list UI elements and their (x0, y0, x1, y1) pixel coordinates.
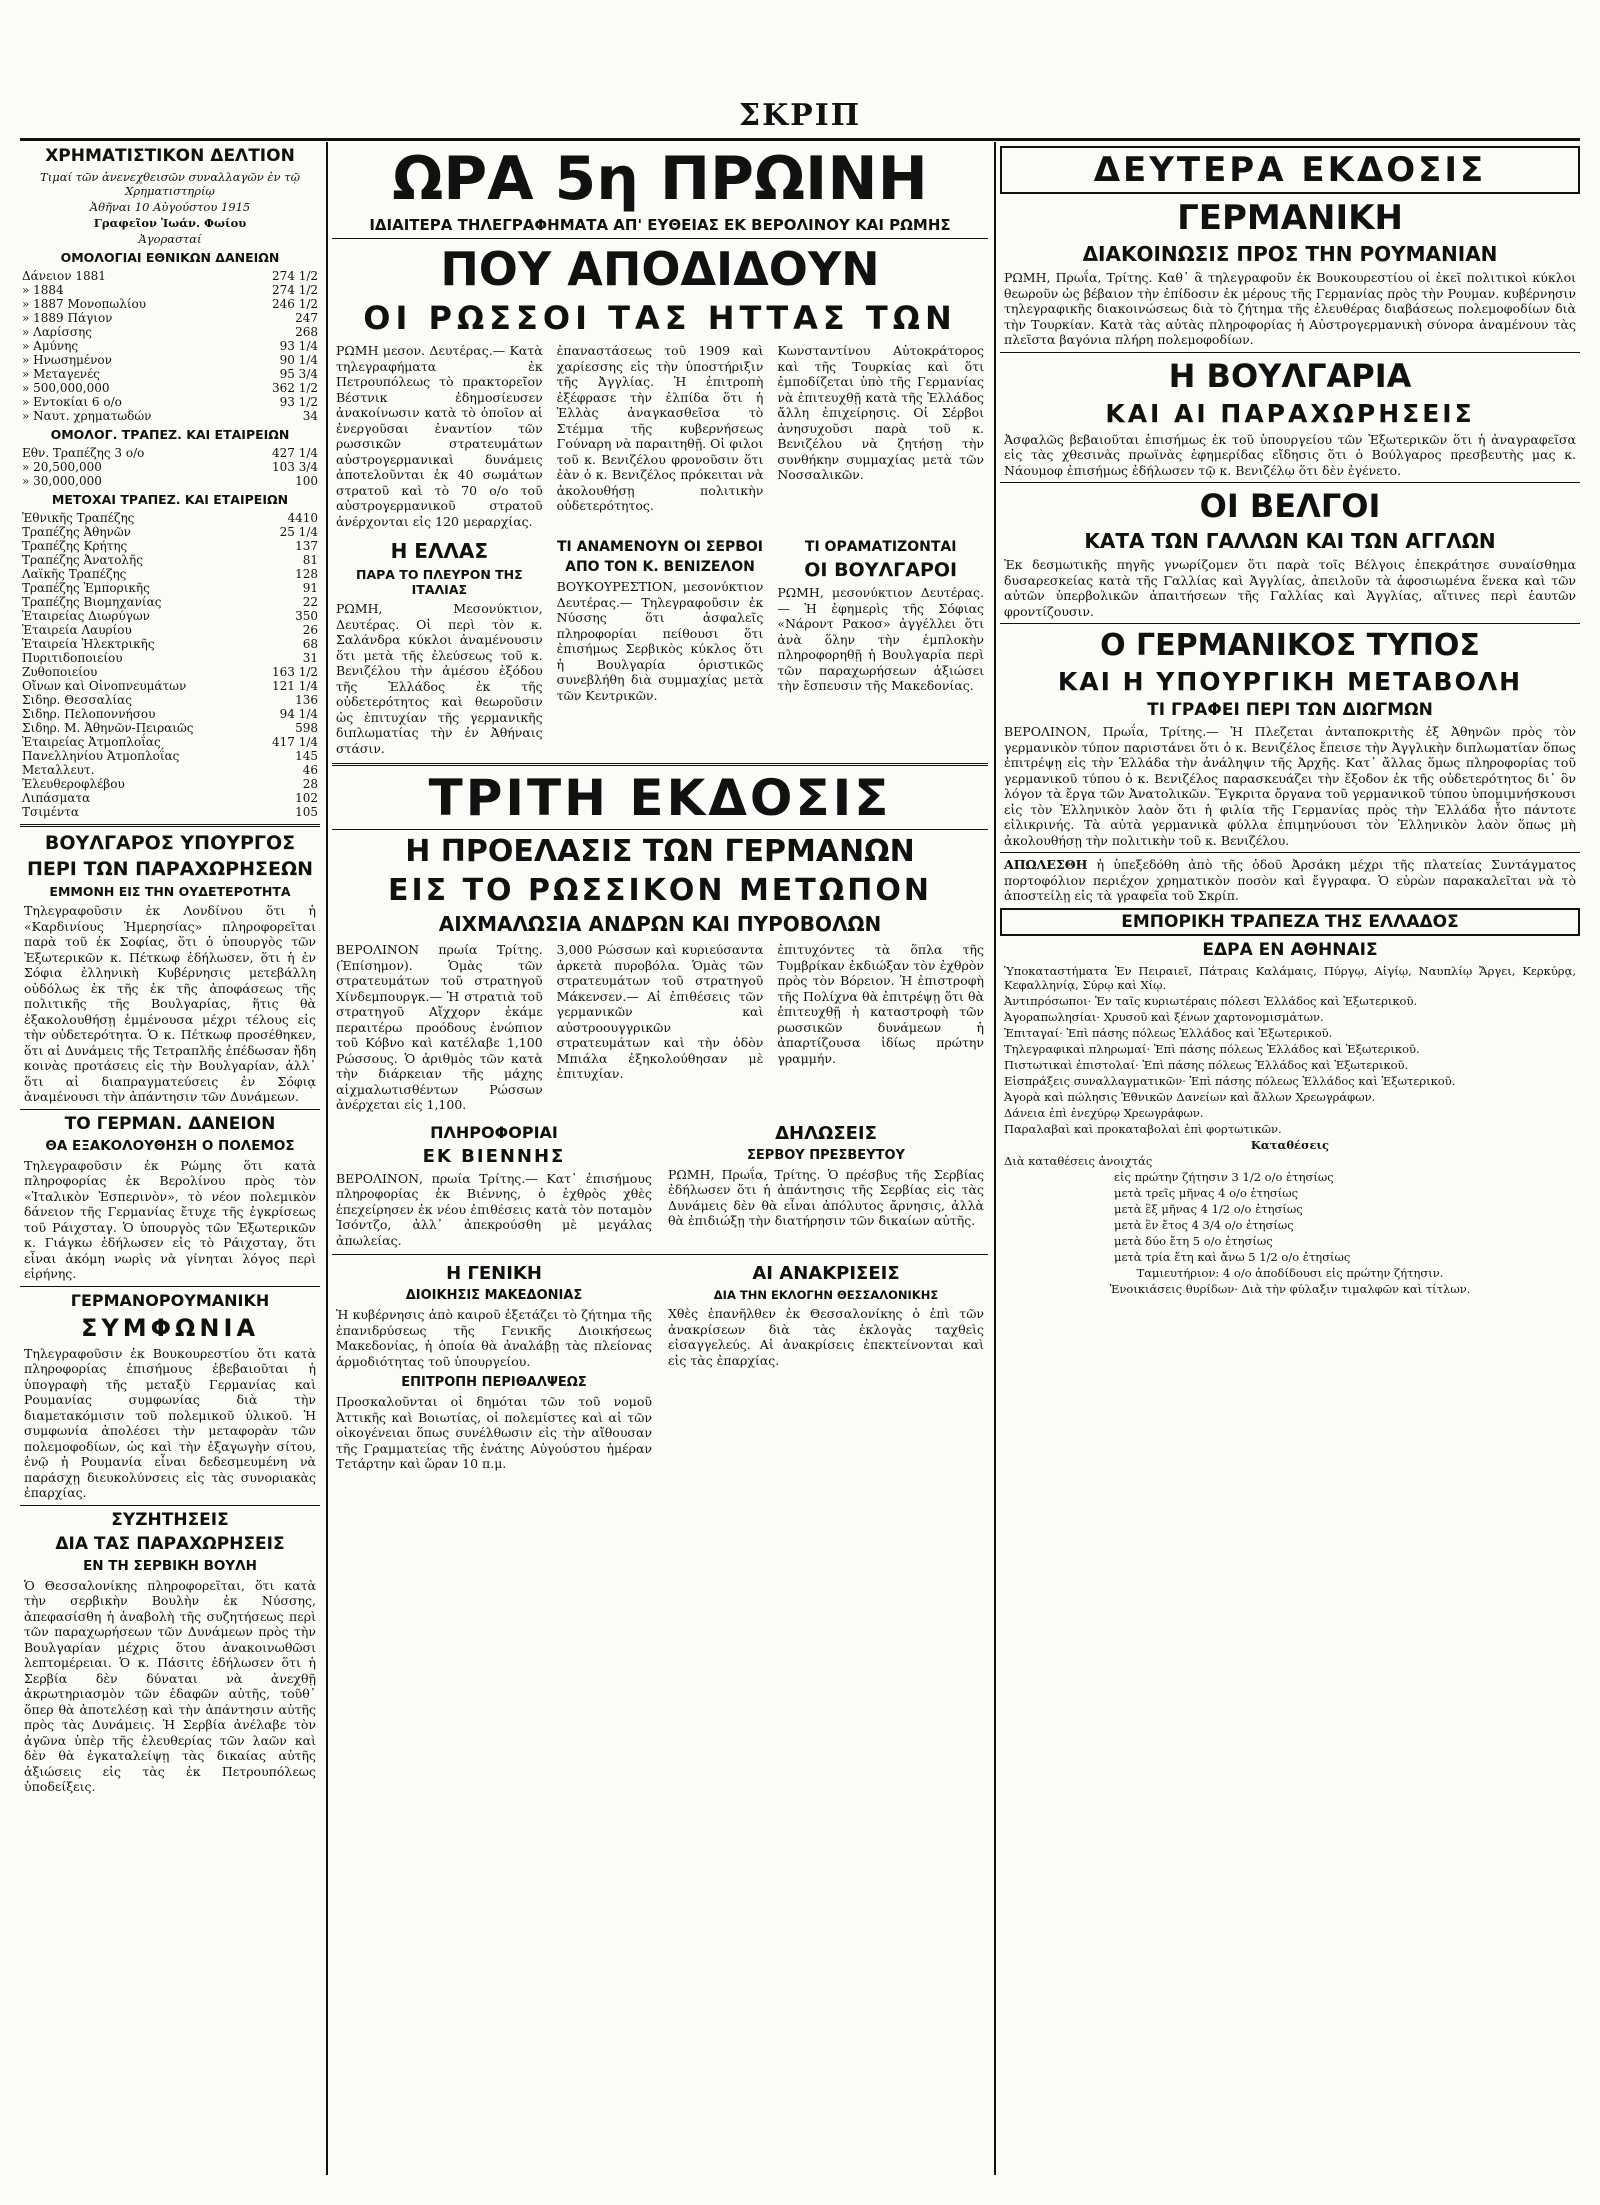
security-name: Πυριτιδοποιείου (22, 651, 123, 665)
deposits-label: Διὰ καταθέσεις ἀνοιχτάς (1004, 1153, 1153, 1168)
ambassador-body: ΡΩΜΗ, Πρωΐα, Τρίτης. Ὁ πρέσβυς τῆς Σερβίας ἐδήλωσεν ὅτι ἡ ἀπάντησις τῆς Σερβίας εἰς τὰς Δυνάμεις δὲν θὰ εἶναι ἀπόλυτος ἄρνησις, ἀλλὰ θὰ ἐπιδιώξῃ τὴν διατήρησιν τῶν δικαίων αὐτῆς. (668, 1166, 984, 1228)
exchange-office: Γραφεῖον Ἰωάν. Φωίου (93, 216, 247, 230)
loan-body: Τηλεγραφοῦσιν ἐκ Ρώμης ὅτι κατὰ πληροφορίας ἐκ Βερολίνου πρὸς τὸν «Ἰταλικὸν Ἑσπερινὸν», τὸ νέον πολεμικὸν δάνειον τῆς Γερμανίας ἔτυχε τῆς ἐγκρίσεως τοῦ Ράιχσταγ. Ὁ ὑπουργὸς τῶν Ἐξωτερικῶν κ. Γιάγκω ἐδήλωσεν εἰς τὸ Ράιχσταγ, ὅτι εἶναι ἀκόμη νωρὶς νὰ γίνηται λόγος περὶ εἰρήνης. (24, 1157, 316, 1281)
security-name: » 1889 Πάγιον (22, 311, 113, 325)
security-price: 427 1/4 (271, 446, 318, 460)
security-name: Τραπέζης Κρήτης (22, 539, 128, 553)
advance-columns (332, 940, 988, 1115)
table-row (20, 395, 320, 409)
security-price: 417 1/4 (271, 735, 318, 749)
inquiries-subtitle: ΔΙΑ ΤΗΝ ΕΚΛΟΓΗΝ ΘΕΣΣΑΛΟΝΙΚΗΣ (713, 1288, 939, 1302)
table-row (20, 665, 320, 679)
deposit-rates (1110, 1170, 1580, 1264)
table-row (20, 763, 320, 777)
lead-headline: ΠΟΥ ΑΠΟΔΙΔΟΥΝ (440, 242, 880, 296)
advance-subheadline: ΑΙΧΜΑΛΩΣΙΑ ΑΝΔΡΩΝ ΚΑΙ ΠΥΡΟΒΟΛΩΝ (438, 912, 882, 936)
general-body: Ἡ κυβέρνησις ἀπὸ καιροῦ ἐξετάζει τὸ ζήτημα τῆς ἐπανιδρύσεως τῆς Γενικῆς Διοικήσεως Μακεδονίας, ἡ ὁποία θὰ ἀναλάβῃ τὰς πλείονας ἁρμοδιότητας τοῦ ὑπουργείου. (336, 1307, 652, 1369)
shares-table (20, 511, 320, 819)
bulgaria-subtitle: ΚΑΙ ΑΙ ΠΑΡΑΧΩΡΗΣΕΙΣ (1105, 398, 1475, 428)
advance-paragraph: ΒΕΡΟΛΙΝΟΝ πρωία Τρίτης. (Ἐπίσημον). Ὁμὰς τῶν στρατευμάτων τοῦ στρατηγοῦ Χίνδεμπουργκ.— Ἡ στρατιὰ τοῦ στρατηγοῦ Αἴχχορν ἐκάμε περαιτέρω προόδους ἐνώπιον τοῦ Κόβνο καὶ κατέλαβε 1,100 Ρώσσους. Ὁ ἀριθμὸς τῶν κατὰ τὴν διάρκειαν τῆς μάχης αἰχμαλωτισθέντων Ρώσσων ἀνέρχεται εἰς 1,100. (336, 942, 543, 1112)
table-row (20, 511, 320, 525)
bank-service-line: Παραλαβαὶ καὶ προκαταβολαὶ ἐπὶ φορτωτικῶν. (1004, 1121, 1282, 1136)
committee-title: ΕΠΙΤΡΟΠΗ ΠΕΡΙΘΑΛΨΕΩΣ (401, 1375, 587, 1390)
press-subtitle: ΚΑΙ Η ΥΠΟΥΡΓΙΚΗ ΜΕΤΑΒΟΛΗ (1057, 667, 1523, 696)
greece-subtitle: ΠΑΡΑ ΤΟ ΠΛΕΥΡΟΝ ΤΗΣ ΙΤΑΛΙΑΣ (355, 567, 523, 597)
security-name: » 1884 (22, 283, 64, 297)
serbs-subtitle: ΑΠΟ ΤΟΝ Κ. ΒΕΝΙΖΕΛΟΝ (565, 559, 755, 575)
notice (1004, 857, 1576, 904)
security-name: Ἐθνικῆς Τραπέζης (22, 511, 135, 525)
security-name: Λιπάσματα (22, 791, 91, 805)
table-row (20, 474, 320, 488)
german-subtitle: ΔΙΑΚΟΙΝΩΣΙΣ ΠΡΟΣ ΤΗΝ ΡΟΥΜΑΝΙΑΝ (1082, 242, 1498, 266)
third-edition-headline: ΤΡΙΤΗ ΕΚΔΟΣΙΣ (428, 769, 892, 827)
table-row (20, 805, 320, 819)
deposit-rate-line: εἰς πρώτην ζήτησιν 3 1/2 ο/ο ἐτησίως (1114, 1169, 1334, 1184)
security-price: 274 1/2 (271, 283, 318, 297)
section-divider (20, 1505, 320, 1506)
table-row (20, 679, 320, 693)
security-price: 136 (295, 693, 318, 707)
news-row (332, 1259, 988, 1474)
table-row (20, 567, 320, 581)
security-price: 137 (295, 539, 318, 553)
section-divider (1000, 623, 1580, 624)
deposit-rate-line: μετὰ ἓν ἔτος 4 3/4 ο/ο ἐτησίως (1114, 1217, 1294, 1232)
deposit-rate-line: μετὰ ἓξ μῆνας 4 1/2 ο/ο ἐτησίως (1114, 1201, 1303, 1216)
security-name: Πανελληνίου Ἀτμοπλοΐας (22, 749, 180, 763)
savings-note: Ταμιευτήριον: 4 ο/ο ἀποδίδουσι εἰς πρώτην ζήτησιν. (1136, 1265, 1444, 1280)
table-row (20, 651, 320, 665)
bank-subtitle: ΕΔΡΑ ΕΝ ΑΘΗΝΑΙΣ (1202, 939, 1378, 960)
column-center (332, 142, 988, 2175)
table-row (20, 777, 320, 791)
lead-paragraph: ἐπαναστάσεως τοῦ 1909 καὶ χαρίεσσης εἰς τὴν ὑποστήριξιν τῆς Ἀγγλίας. Ἡ ἐπιτροπὴ ἐξέφρασε τὴν ἐλπίδα ὅτι ἡ Ἑλλὰς ἀναγκασθεῖσα τὸ Στέμμα τῆς κυβερνήσεως Γούναρη νὰ παραιτηθῇ. Οἱ φιλοι τοῦ κ. Βενιζέλου φρονοῦσιν ὅτι ἐὰν ὁ κ. Βενιζέλος πρόκειται νὰ ἀκολουθήσῃ πολιτικὴν οὐδετερότητος. (556, 343, 764, 513)
german-romanian-title-2: ΣΥΜΦΩΝΙΑ (80, 1313, 260, 1342)
security-price: 598 (295, 721, 318, 735)
security-name: Ἑταιρείας Ἀτμοπλοΐας (22, 735, 161, 749)
exchange-subtitle: Τιμαί τῶν ἀνενεχθεισῶν συναλλαγῶν ἐν τῷ Χρηματιστηρίῳ (40, 170, 300, 198)
inquiries-title: ΑΙ ΑΝΑΚΡΙΣΕΙΣ (752, 1263, 900, 1284)
lead-columns (332, 341, 988, 531)
bulgarians-subtitle: ΟΙ ΒΟΥΛΓΑΡΟΙ (804, 559, 958, 581)
security-price: 93 1/4 (279, 339, 318, 353)
security-name: » 1887 Μονοπωλίου (22, 297, 147, 311)
bulgarians-body: ΡΩΜΗ, μεσονύκτιον Δευτέρας.— Ἡ ἐφημερὶς τῆς Σόφιας «Νάροντ Ρακοσ» ἀγγέλλει ὅτι ἀνὰ ὅλην τὴν ἐμπλοκὴν πληροφορηθῇ ἡ Βουλγαρία περὶ τῶν παραχωρήσεων ἀξιώσει τὴν ἔσπευσιν τῆς Μακεδονίας. (777, 585, 985, 693)
german-title: ΓΕΡΜΑΝΙΚΗ (1177, 198, 1403, 238)
security-price: 94 1/4 (279, 707, 318, 721)
table-row (20, 409, 320, 423)
security-price: 274 1/2 (271, 269, 318, 283)
security-name: Δάνειον 1881 (22, 269, 106, 283)
bulgaria-title: Η ΒΟΥΛΓΑΡΙΑ (1168, 356, 1412, 395)
loan-subtitle: ΘΑ ΕΞΑΚΟΛΟΥΘΗΣΗ Ο ΠΟΛΕΜΟΣ (45, 1137, 295, 1154)
security-name: » 500,000,000 (22, 381, 110, 395)
lead-paragraph: ΡΩΜΗ μεσον. Δευτέρας.— Κατὰ τηλεγραφήματα ἐκ Πετρουπόλεως τὸ πρακτορεῖον Βέστνικ ἐδημοσίευσεν ἀνακοίνωσιν κατὰ τὸ ὁποῖον αἱ ἐνεργοῦσαι ἐναντίον τῶν ρωσσικῶν στρατευμάτων αὐστρογερμανικαὶ δυνάμεις ἀποτελοῦνται ἐκ 40 σωμάτων στρατοῦ καὶ τὸ 70 ο/ο τοῦ αὐστρογερμανικοῦ στρατοῦ ἀνέρχονται εἰς 120 μεραρχίας. (336, 343, 543, 529)
table-row (20, 749, 320, 763)
committee-body: Προσκαλοῦνται οἱ δημόται τῶν τοῦ νομοῦ Ἀττικῆς καὶ Βοιωτίας, οἱ πολεμίστες καὶ αἱ τῶν οἰκογένειαι ὅπως συνέλθωσιν εἰς τὴν αἴθουσαν τῆς Γραμματείας τῆς ἐνάτης Αὐγούστου ἡμέραν Τετάρτην καὶ ὥραν 10 π.μ. (336, 1394, 652, 1471)
security-name: Ἑταιρείας Διωρύγων (22, 609, 150, 623)
table-row (20, 311, 320, 325)
vienna-body: ΒΕΡΟΛΙΝΟΝ, πρωία Τρίτης.— Κατ᾽ ἐπισήμους πληροφορίας ἐκ Βιέννης, ὁ ἐχθρὸς χθὲς ἐπεχείρησεν ἐκ νέου ἐπιθέσεις κατὰ τὸν ποταμὸν Ἰσόντζο, ἀλλ᾽ ἀπεκρούσθη μὲ μεγάλας ἀπωλείας. (336, 1170, 652, 1248)
table-row (20, 269, 320, 283)
security-name: » Ναυτ. χρηματωδών (22, 409, 152, 423)
security-price: 90 1/4 (279, 353, 318, 367)
press-subtitle-2: ΤΙ ΓΡΑΦΕΙ ΠΕΡΙ ΤΩΝ ΔΙΩΓΜΩΝ (1147, 700, 1433, 720)
security-name: » Ηνωσημένον (22, 353, 112, 367)
loans-title: ΟΜΟΛΟΓΙΑΙ ΕΘΝΙΚΩΝ ΔΑΝΕΙΩΝ (60, 250, 280, 265)
bulgarians-title: ΤΙ ΟΡΑΜΑΤΙΖΟΝΤΑΙ (804, 539, 957, 555)
table-row (20, 791, 320, 805)
news-row (332, 1119, 988, 1251)
security-name: » Μεταγενές (22, 367, 101, 381)
security-name: Τραπέζης Ἀνατολῆς (22, 553, 143, 567)
column-left (20, 142, 320, 2175)
press-body: ΒΕΡΟΛΙΝΟΝ, Πρωΐα, Τρίτης.— Ἡ Πλεζεται ἀνταποκριτὴς ἐξ Ἀθηνῶν πρὸς τὸν γερμανικὸν τύπον παριστάνει ὅτι ὁ κ. Βενιζέλος ἔπεισε τὴν Ἀγγλικὴν διπλωματίαν ὅπως ἐπιτρέψῃ εἰς τὴν Ἑλλάδα τὴν ἀνάληψιν τῆς Ἀρχῆς. Κατ᾽ ἄλλας ὅμως πληροφορίας τοῦ γερμανικοῦ τύπου ὁ κ. Βενιζέλος παρασκευάζει τὴν ἔξοδον ἐκ τῆς οὐδετερότητος δι᾽ ὃν λόγον τὰ ἔργα τῶν Ἀνατολικῶν. Ἔγκριτα ὄργανα τοῦ γερμανικοῦ τύπου ὑπομιμνήσκουσι εἰς τὸν Ἑλληνικὸν λαὸν ὅτι ἡ φιλία τῆς Γερμανίας πρὸς τὴν Ἑλλάδα ἦτο πάντοτε εἰλικρινής. Τὰ αὐτὰ γερμανικὰ φύλλα ἐπιμηνύουσι τὸν Ἑλληνικὸν λαὸν ὅπως μὴ ἀκολουθήσῃ τὴν πολιτικὴν τοῦ κ. Βενιζέλου. (1004, 724, 1576, 848)
table-row (20, 735, 320, 749)
exchange-date: Ἀθῆναι 10 Αὐγούστου 1915 (89, 200, 251, 214)
notice-title: ΑΠΩΛΕΣΘΗ (1004, 857, 1088, 872)
security-price: 22 (302, 595, 318, 609)
deposit-rate-line: μετὰ δύο ἔτη 5 ο/ο ἐτησίως (1114, 1233, 1273, 1248)
security-name: » 30,000,000 (22, 474, 102, 488)
top-rule (20, 138, 1580, 141)
column-right (1000, 142, 1580, 2175)
security-name: » Αμύνης (22, 339, 79, 353)
security-name: Ἑταιρεία Ἠλεκτρικῆς (22, 637, 155, 651)
shares-title: ΜΕΤΟΧΑΙ ΤΡΑΠΕΖ. ΚΑΙ ΕΤΑΙΡΕΙΩΝ (51, 492, 289, 507)
advance-paragraph: ἐπιτυχόντες τὰ ὅπλα τῆς Τυμβρίκαν ἐκδιώξαν τὸν ἐχθρὸν πρὸς τὸν Βόρειον. Ἡ ἐπιστροφὴ τῆς Πολίχνα θὰ ἐπιτρέψῃ ὅτι θὰ ἐπιτευχθῇ ἡ καταστροφὴ τῶν ρωσσικῶν δυνάμεων ἡ ἀπαρτίζουσα ἰδίως πρώτην γραμμήν. (777, 942, 985, 1066)
table-row (20, 325, 320, 339)
general-article (332, 1259, 656, 1474)
general-title: Η ΓΕΝΙΚΗ (446, 1263, 542, 1284)
exchange-title: ΧΡΗΜΑΤΙΣΤΙΚΟΝ ΔΕΛΤΙΟΝ (45, 146, 295, 166)
greece-body: ΡΩΜΗ, Μεσονύκτιον, Δευτέρας. Οἱ περὶ τὸν κ. Σαλάνδρα κύκλοι ἀναμένουσιν ὅτι μετὰ τῆς ἐλεύσεως τοῦ κ. Βενιζέλου τὴν ἀμέσου ἐξόδου τῆς Ἑλλάδος ἐκ τῆς οὐδετερότητος καὶ θεωροῦσιν ὡς ἐπιτυχίαν τῆς γερμανικῆς διπλωματίας τὴν ἐν Ἀθήναις στάσιν. (336, 601, 543, 756)
vienna-article (332, 1119, 656, 1251)
exchange-buying-label: Ἀγορασταί (138, 232, 202, 246)
section-divider (20, 1109, 320, 1110)
bank-service-line: Πιστωτικαὶ ἐπιστολαί· Ἐπὶ πάσης πόλεως Ἑλλάδος καὶ Ἐξωτερικοῦ. (1004, 1057, 1409, 1072)
bank-footer: Ἐνοικιάσεις θυρίδων· Διὰ τὴν φύλαξιν τιμαλφῶν καὶ τίτλων. (1109, 1281, 1471, 1296)
second-edition-headline: ΔΕΥΤΕΡΑ ΕΚΔΟΣΙΣ (1000, 146, 1580, 194)
bank-service-line: Τηλεγραφικαὶ πληρωμαί· Ἐπὶ πάσης πόλεως Ἑλλάδος καὶ Ἐξωτερικοῦ. (1004, 1041, 1420, 1056)
security-price: 247 (295, 311, 318, 325)
bulgarian-title-2: ΠΕΡΙ ΤΩΝ ΠΑΡΑΧΩΡΗΣΕΩΝ (27, 858, 313, 880)
lead-headline-2: ΟΙ ΡΩΣΣΟΙ ΤΑΣ ΗΤΤΑΣ ΤΩΝ (363, 299, 957, 337)
banner-subheadline: ΙΔΙΑΙΤΕΡΑ ΤΗΛΕΓΡΑΦΗΜΑΤΑ ΑΠ' ΕΥΘΕΙΑΣ ΕΚ ΒΕΡΟΛΙΝΟΥ ΚΑΙ ΡΩΜΗΣ (369, 216, 951, 234)
security-price: 46 (302, 763, 318, 777)
table-row (20, 297, 320, 311)
debates-subtitle: ΕΝ ΤΗ ΣΕΡΒΙΚΗ ΒΟΥΛΗ (83, 1557, 257, 1574)
section-divider (332, 238, 988, 239)
ambassador-article (664, 1119, 988, 1251)
security-price: 25 1/4 (279, 525, 318, 539)
table-row (20, 623, 320, 637)
section-divider (1000, 352, 1580, 353)
bulgaria-body: Ἀσφαλῶς βεβαιοῦται ἐπισήμως ἐκ τοῦ ὑπουργείου τῶν Ἐξωτερικῶν ὅτι ἡ ἀναγραφεῖσα εἰς τὰς χθεσινὰς πρωϊνὰς ἐφημερίδας εἴδησις ὅτι ὁ Βούλγαρος πρεσβευτὴς μας κ. Νάουμοφ ἐπισήμως ἐδήλωσεν τῷ κ. Βενιζέλῳ ὅτι δὲν ἐγένετο. (1004, 431, 1576, 478)
serbs-article (553, 535, 768, 758)
belgians-body: Ἐκ δεσμωτικῆς πηγῆς γνωρίζομεν ὅτι παρὰ τοῖς Βέλγοις ἐπεκράτησε συναίσθημα δυσαρεσκείας κατὰ τῆς Γαλλίας καὶ Ἀγγλίας, ἀπειλοῦν τὰ ἀφοσιωμένα ἕνεκα καὶ τῶν αὐτῶν ὑπερβολικῶν ἀπαιτήσεων τῆς Γαλλίας καὶ Ἀγγλίας, αἵτινες περὶ ἑαυτῶν φροντίζουσιν. (1004, 557, 1576, 619)
bank-service-line: Ἀντιπρόσωποι· Ἐν ταῖς κυριωτέραις πόλεσι Ἑλλάδος καὶ Ἐξωτερικοῦ. (1004, 993, 1418, 1008)
bulgarian-body: Τηλεγραφοῦσιν ἐκ Λονδίνου ὅτι ἡ «Καρδινίους Ἡμερησίας» πληροφορεῖται παρὰ τοῦ ἐκ Σοφίας, ὅτι ὁ ὑπουργὸς τῶν Ἐξωτερικῶν κ. Πέτκωφ ἐδήλωσεν, ὅτι ἡ ἐν Σόφια ἐλληνικὴ Κυβέρνησις μετεβάλλη οὐδόλως ἐκ τῆς ἐκ τῆς ἀποφάσεως τῆς πολιτικῆς τῆς Βουλγαρίας, ἥτις θὰ ἐξακολουθήσῃ ἐμμένουσα μέχρι τέλους εἰς τὴν οὐδετερότητα. Ὁ κ. Πέτκωφ προσέθηκεν, ὅτι αἱ Δυνάμεις τῆς Τετραπλῆς ἐπέδωσαν ἤδη κοινὰς προτάσεις εἰς τὴν Βουλγαρίαν, ἀλλ᾽ ὅτι αἱ διαπραγματεύσεις ἐν Σόφιᾳ ἀναμένουσι τὴν ἀπάντησιν τῶν Δυνάμεων. (24, 903, 316, 1104)
security-price: 105 (295, 805, 318, 819)
deposits-title: Καταθέσεις (1250, 1137, 1330, 1152)
table-row (20, 339, 320, 353)
bulgarian-title: ΒΟΥΛΓΑΡΟΣ ΥΠΟΥΡΓΟΣ (44, 832, 296, 854)
banner-headline: ΩΡΑ 5η ΠΡΩΙΝΗ (392, 144, 928, 214)
bank-service-line: Εἰσπράξεις συναλλαγματικῶν· Ἐπὶ πάσης πόλεως Ἑλλάδος καὶ Ἐξωτερικοῦ. (1004, 1073, 1456, 1088)
vienna-title: ΠΛΗΡΟΦΟΡΙΑΙ (430, 1122, 558, 1142)
security-price: 350 (295, 609, 318, 623)
german-body: ΡΩΜΗ, Πρωΐα, Τρίτης. Καθ᾽ ἃ τηλεγραφοῦν ἐκ Βουκουρεστίου οἱ ἐκεῖ πολιτικοὶ κύκλοι θεωροῦν ὡς βέβαιον τὴν ἐπίδοσιν ἐκ μέρους τῆς Γερμανίας πρὸς τὴν Ρουμαν. κυβέρνησιν τηλεγραφικῆς διακοινώσεως διὰ τὸ ζήτημα τῆς ἐλευθέρας διαβάσεως πολεμοφοδίων διὰ τὴν Τουρκίαν. Κατὰ τὰς αὐτὰς πληροφορίας ἡ Αὐστρογερμανικὴ σύνορα ἀναμένουν τὰς πλεῖστα βαγόνια πλήρη πολεμοφοδίων. (1004, 270, 1576, 347)
banks-title: ΟΜΟΛΟΓ. ΤΡΑΠΕΖ. ΚΑΙ ΕΤΑΙΡΕΙΩΝ (50, 427, 290, 442)
loans-table (20, 269, 320, 423)
table-row (20, 283, 320, 297)
inquiries-body: Χθὲς ἐπανῆλθεν ἐκ Θεσσαλονίκης ὁ ἐπὶ τῶν ἀνακρίσεων διὰ τὰς ἐκλογὰς ταχθεὶς εἰσαγγελεύς. Αἱ ἀνακρίσεις ἐπεκτείνονται καὶ εἰς τὰς ἐπαρχίας. (668, 1306, 984, 1368)
general-subtitle: ΔΙΟΙΚΗΣΙΣ ΜΑΚΕΔΟΝΙΑΣ (405, 1288, 583, 1303)
security-name: Σιδηρ. Μ. Ἀθηνῶν-Πειραιῶς (22, 721, 194, 735)
table-row (20, 553, 320, 567)
security-price: 91 (302, 581, 318, 595)
security-price: 68 (302, 637, 318, 651)
belgians-title: ΟΙ ΒΕΛΓΟΙ (1199, 487, 1381, 525)
bulgarians-article (773, 535, 988, 758)
lead-paragraph: Κωνσταντίνου Αὐτοκράτορος καὶ τῆς Τουρκίας καὶ ὅτι ἐμποδίζεται ὑπὸ τῆς Γερμανίας νὰ ἐπιτευχθῇ κατὰ τῆς Ἑλλάδος ἄλλη ἐπιχείρησις. Οἱ Σέρβοι ἀνησυχοῦσι παρὰ τοῦ κ. Βενιζέλου νὰ ζητήσῃ τὴν συνθήκην συμμαχίας μετὰ τῶν Νοσσαλικῶν. (777, 343, 985, 482)
german-romanian-body: Τηλεγραφοῦσιν ἐκ Βουκουρεστίου ὅτι κατὰ πληροφορίας ἐπισήμους ἐβεβαιοῦται ἡ ὑπογραφὴ τῆς μεταξὺ Γερμανίας καὶ Ρουμανίας συμφωνίας διὰ τὴν διαμετακόμισιν τοῦ πολεμικοῦ ὑλικοῦ. Ἡ συμφωνία ἀπολέσει τὴν μεταφορὰν τῶν πολεμοφοδίων, ὡς καὶ τὴν ἐξαγωγὴν σίτου, ἐνῷ ἡ Ρουμανία εἶναι δεδεσμευμένη νὰ παράσχῃ διευκολύνσεις εἰς τὰς συνοριακὰς ἐπαρχίας. (24, 1345, 316, 1500)
security-price: 128 (295, 567, 318, 581)
security-name: » Λαρίσσης (22, 325, 92, 339)
bank-service-line: Ἀγοραπωλησίαι· Χρυσοῦ καὶ ξένων χαρτονομισμάτων. (1004, 1009, 1324, 1024)
column-divider (326, 142, 328, 2175)
inquiries-article (664, 1259, 988, 1474)
security-price: 103 3/4 (271, 460, 318, 474)
news-row (332, 535, 988, 758)
section-divider (1000, 482, 1580, 483)
security-name: Ἐλευθεροφλέβου (22, 777, 125, 791)
column-divider (994, 142, 996, 2175)
security-price: 268 (295, 325, 318, 339)
bank-service-line: Δάνεια ἐπὶ ἐνεχύρῳ Χρεωγράφων. (1004, 1105, 1204, 1120)
security-price: 163 1/2 (271, 665, 318, 679)
bank-services (1000, 994, 1580, 1136)
security-name: Εθν. Τραπέζης 3 ο/ο (22, 446, 145, 460)
security-price: 145 (295, 749, 318, 763)
security-name: Σιδηρ. Πελοποννήσου (22, 707, 156, 721)
security-name: Τραπέζης Ἐμπορικῆς (22, 581, 150, 595)
table-row (20, 637, 320, 651)
deposit-rate-line: μετὰ τρία ἔτη καὶ ἄνω 5 1/2 ο/ο ἐτησίως (1114, 1249, 1351, 1264)
security-price: 362 1/2 (271, 381, 318, 395)
security-name: Τσιμέντα (22, 805, 79, 819)
section-divider (332, 829, 988, 830)
serbs-title: ΤΙ ΑΝΑΜΕΝΟΥΝ ΟΙ ΣΕΡΒΟΙ (557, 539, 764, 555)
greece-article (332, 535, 547, 758)
table-row (20, 609, 320, 623)
security-name: » 20,500,000 (22, 460, 102, 474)
security-name: Ἑταιρεία Λαυρίου (22, 623, 132, 637)
serbs-body: ΒΟΥΚΟΥΡΕΣΤΙΟΝ, μεσονύκτιον Δευτέρας.— Τηλεγραφοῦσιν ἐκ Νύσσης ὅτι ἀσφαλεῖς πληροφορίαι πείθουσι ὅτι ἐπισήμως Σερβικὸς κύκλος ὅτι ἡ Βουλγαρία ὁριστικῶς συνεβλήθη διὰ συμμαχίας μετὰ τῶν Κεντρικῶν. (556, 579, 764, 703)
security-price: 81 (302, 553, 318, 567)
banks-table (20, 446, 320, 488)
bank-service-line: Ἐπιταγαί· Ἐπὶ πάσης πόλεως Ἑλλάδος καὶ Ἐξωτερικοῦ. (1004, 1025, 1333, 1040)
debates-title-2: ΔΙΑ ΤΑΣ ΠΑΡΑΧΩΡΗΣΕΙΣ (55, 1533, 285, 1554)
security-price: 26 (302, 623, 318, 637)
advance-headline: Η ΠΡΟΕΛΑΣΙΣ ΤΩΝ ΓΕΡΜΑΝΩΝ (405, 834, 915, 869)
section-divider (20, 1286, 320, 1287)
security-name: Τραπέζης Βιομηχανίας (22, 595, 162, 609)
security-name: Ζυθοποιείου (22, 665, 98, 679)
loan-title: ΤΟ ΓΕΡΜΑΝ. ΔΑΝΕΙΟΝ (64, 1113, 276, 1134)
security-price: 95 3/4 (279, 367, 318, 381)
security-name: Οἴνων καὶ Οἰνοπνευμάτων (22, 679, 187, 693)
security-price: 93 1/2 (279, 395, 318, 409)
section-divider (332, 763, 988, 766)
table-row (20, 693, 320, 707)
table-row (20, 460, 320, 474)
table-row (20, 367, 320, 381)
security-name: Λαϊκῆς Τραπέζης (22, 567, 127, 581)
security-price: 34 (302, 409, 318, 423)
security-price: 121 1/4 (271, 679, 318, 693)
table-row (20, 353, 320, 367)
notice-body: ἡ ὑπεξεδόθη ἀπὸ τῆς ὁδοῦ Ἀρσάκη μέχρι τῆς πλατείας Συντάγματος πορτοφόλιον περιέχον χρηματικὸν ποσὸν καὶ ἔγγραφα. Ὁ εὑρὼν παρακαλεῖται νὰ τὸ ἀποστείλῃ εἰς τὰ γραφεῖα τοῦ Σκρίπ. (1004, 857, 1576, 903)
advance-paragraph: 3,000 Ρώσσων καὶ κυριεύσαντα ἀρκετὰ πυροβόλα. Ὁμὰς τῶν στρατευμάτων τοῦ στρατηγοῦ Μάκενσεν.— Αἱ ἐπιθέσεις τῶν γερμανικῶν καὶ αὐστροουγγρικῶν στρατευμάτων καὶ τὴν ὁδὸν Μπιάλα ἐξηκολούθησαν μὲ ἐπιτυχίαν. (556, 942, 764, 1081)
ambassador-subtitle: ΣΕΡΒΟΥ ΠΡΕΣΒΕΥΤΟΥ (747, 1147, 905, 1163)
bank-title: ΕΜΠΟΡΙΚΗ ΤΡΑΠΕΖΑ ΤΗΣ ΕΛΛΑΔΟΣ (1000, 908, 1580, 936)
table-row (20, 446, 320, 460)
section-divider (332, 1254, 988, 1255)
section-divider (1000, 852, 1580, 853)
security-price: 100 (295, 474, 318, 488)
security-price: 246 1/2 (271, 297, 318, 311)
masthead: ΣΚΡΙΠ (738, 98, 862, 133)
table-row (20, 525, 320, 539)
greece-title: Η ΕΛΛΑΣ (390, 539, 489, 563)
table-row (20, 539, 320, 553)
debates-title: ΣΥΖΗΤΗΣΕΙΣ (111, 1509, 229, 1530)
deposit-rate-line: μετὰ τρεῖς μῆνας 4 ο/ο ἐτησίως (1114, 1185, 1299, 1200)
security-name: Τραπέζης Ἀθηνῶν (22, 525, 131, 539)
table-row (20, 707, 320, 721)
security-price: 31 (302, 651, 318, 665)
debates-body: Ὁ Θεσσαλονίκης πληροφορεῖται, ὅτι κατὰ τὴν σερβικὴν Βουλὴν ἐκ Νύσσης, ἀπεφασίσθη ἡ ἀναβολὴ τῆς συζητήσεως περὶ τῶν παραχωρήσεων τῶν Δυνάμεων πρὸς τὴν Βουλγαρίαν μέχρις ὅτου ἀνακοινωθῶσι λεπτομέρειαι. Ὁ κ. Πάσιτς ἐδήλωσεν ὅτι ἡ Σερβία δὲν δύναται νὰ ἀνεχθῇ ἀκρωτηριασμὸν τῶν ἐδαφῶν αὐτῆς, τοῦθ᾽ ὅπερ θὰ ἀποτελέσῃ καὶ τὴν ἀπάντησιν αὐτῆς πρὸς τὰς Δυνάμεις. Ἡ Σερβία ἀνέλαβε τὸν ἀγῶνα ὑπὲρ τῆς ἐλευθερίας τῶν λαῶν καὶ δὲν θὰ ἐγκαταλείψῃ τὰς δικαίας αὐτῆς ἀξιώσεις εἰς τὰς ἐκ Πετρουπόλεως ὑποδείξεις. (24, 1577, 316, 1794)
security-name: » Εντοκίαι 6 ο/ο (22, 395, 122, 409)
table-row (20, 595, 320, 609)
vienna-subtitle: ΕΚ ΒΙΕΝΝΗΣ (422, 1145, 566, 1167)
press-title: Ο ΓΕΡΜΑΝΙΚΟΣ ΤΥΠΟΣ (1100, 628, 1480, 663)
german-romanian-title: ΓΕΡΜΑΝΟΡΟΥΜΑΝΙΚΗ (70, 1290, 270, 1310)
security-price: 28 (302, 777, 318, 791)
table-row (20, 721, 320, 735)
bulgarian-subtitle: ΕΜΜΟΝΗ ΕΙΣ ΤΗΝ ΟΥΔΕΤΕΡΟΤΗΤΑ (49, 884, 291, 899)
advance-headline-2: ΕΙΣ ΤΟ ΡΩΣΣΙΚΟΝ ΜΕΤΩΠΟΝ (388, 873, 932, 908)
belgians-subtitle: ΚΑΤΑ ΤΩΝ ΓΑΛΛΩΝ ΚΑΙ ΤΩΝ ΑΓΓΛΩΝ (1084, 529, 1496, 553)
section-divider (20, 824, 320, 827)
security-name: Σιδηρ. Θεσσαλίας (22, 693, 132, 707)
bank-service-line: Ἀγορὰ καὶ πώλησις Ἐθνικῶν Δανείων καὶ ἄλλων Χρεωγράφων. (1004, 1089, 1376, 1104)
bank-branches: Ὑποκαταστήματα Ἐν Πειραιεῖ, Πάτραις Καλάμαις, Πύργῳ, Αἰγίῳ, Ναυπλίῳ Ἄργει, Κερκύρᾳ, Κεφαλληνίᾳ, Σύρῳ καὶ Χίῳ. (1004, 963, 1576, 992)
ambassador-title: ΔΗΛΩΣΕΙΣ (775, 1122, 877, 1144)
security-name: Μεταλλευτ. (22, 763, 95, 777)
security-price: 4410 (287, 511, 318, 525)
table-row (20, 581, 320, 595)
security-price: 102 (295, 791, 318, 805)
table-row (20, 381, 320, 395)
